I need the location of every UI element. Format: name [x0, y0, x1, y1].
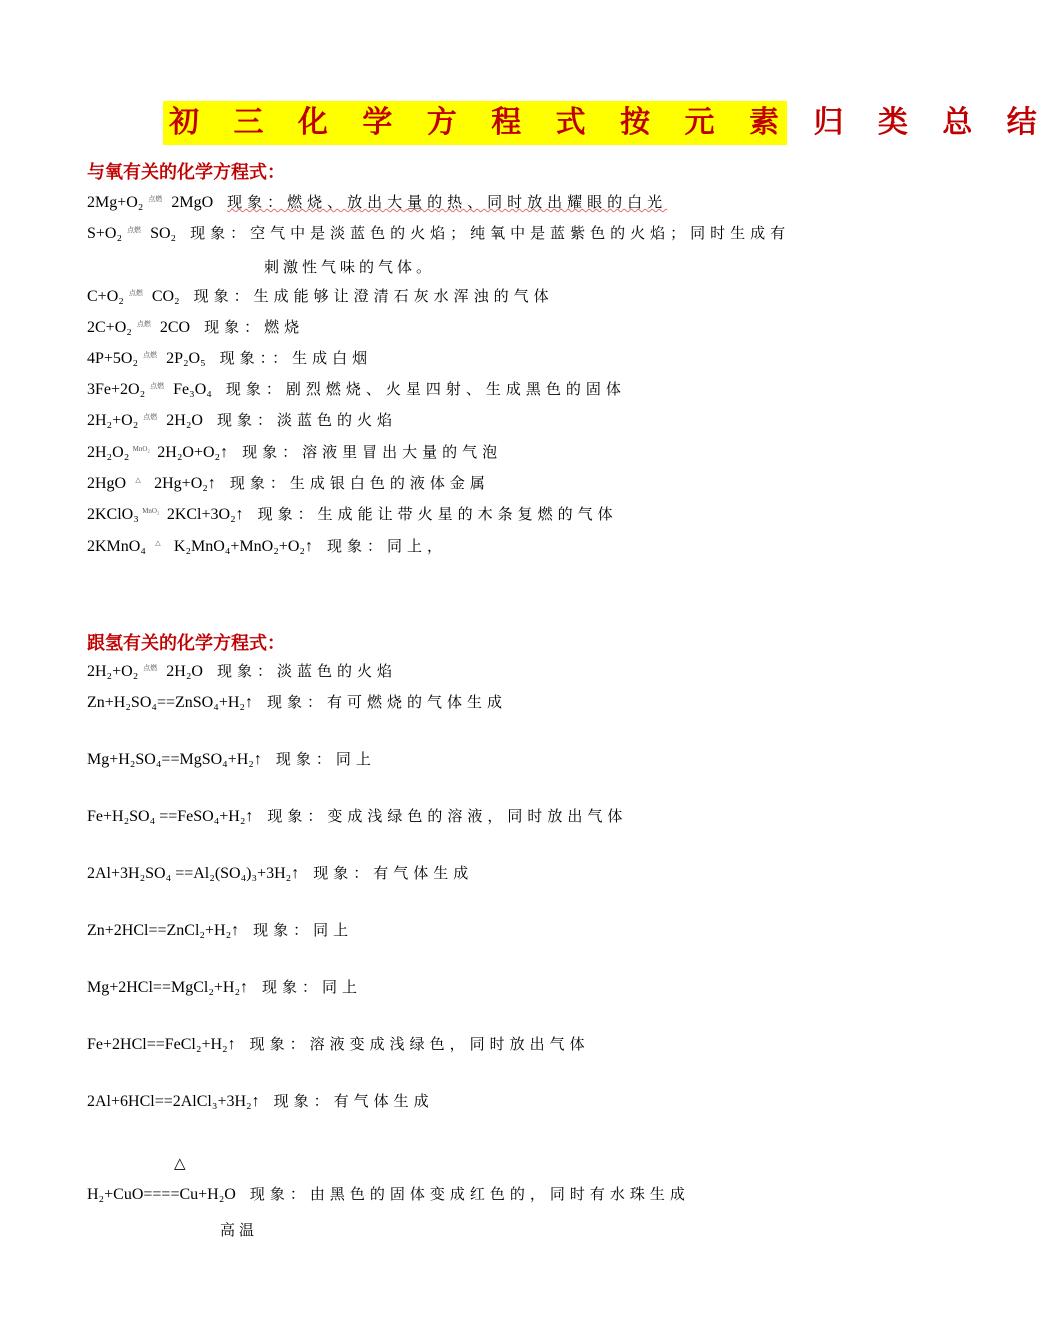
section-heading-oxygen: 与氧有关的化学方程式： — [87, 162, 285, 183]
phenomenon: 现象：溶液变成浅绿色，同时放出气体 — [249, 1035, 590, 1053]
reactants: 4P+5O₂ — [87, 350, 139, 367]
equation-row — [87, 919, 353, 942]
reactants: 3Fe+2O₂ — [87, 381, 146, 398]
products: 2CO — [159, 319, 191, 336]
equation-row — [87, 691, 507, 714]
equation-row — [87, 1090, 434, 1113]
phenomenon: 现象：生成能让带火星的木条复燃的气体 — [257, 505, 618, 523]
products: SO₂ — [150, 225, 177, 242]
products: 2P₂O₅ — [166, 350, 206, 367]
equation-row — [87, 378, 626, 401]
condition: 点燃 — [136, 320, 151, 328]
condition: MnO₂ — [132, 445, 150, 453]
products: 2KCl+3O₂↑ — [166, 506, 244, 523]
condition: △ — [155, 539, 161, 547]
equation-row — [87, 976, 362, 999]
equation-row — [87, 191, 667, 214]
condition: 点燃 — [150, 382, 165, 390]
products: K₂MnO₄+MnO₂+O₂↑ — [173, 538, 313, 555]
products: 2Hg+O₂↑ — [154, 475, 216, 492]
page-title: 初 三 化 学 方 程 式 按 元 素 归 类 总 结 — [163, 101, 787, 145]
section-heading-hydrogen: 跟氢有关的化学方程式： — [87, 633, 285, 654]
phenomenon: 现象：同上 — [253, 921, 354, 939]
equation-row — [87, 409, 397, 432]
reactants: C+O₂ — [87, 288, 124, 305]
reactants: 2KClO₃ — [87, 506, 139, 523]
equation-row — [87, 1033, 590, 1056]
phenomenon: 现象：同上 — [275, 750, 376, 768]
phenomenon: 现象：同上 — [262, 978, 363, 996]
condition: △ — [135, 476, 141, 484]
equation: Zn+2HCl==ZnCl₂+H₂↑ — [87, 922, 240, 939]
reactants: 2H₂+O₂ — [87, 663, 139, 680]
equation: H₂+CuO====Cu+H₂O — [87, 1186, 236, 1203]
condition: 点燃 — [143, 664, 158, 672]
condition-above: △ — [174, 1154, 190, 1172]
reactants: S+O₂ — [87, 225, 123, 242]
reactants: 2H₂+O₂ — [87, 412, 139, 429]
phenomenon: 现象：有气体生成 — [313, 864, 474, 882]
products: CO₂ — [151, 288, 180, 305]
equation-row — [87, 748, 376, 771]
equation-row — [87, 862, 473, 885]
phenomenon-continued: 刺激性气味的气体。 — [264, 258, 436, 276]
products: 2H₂O — [166, 412, 203, 429]
reactants: 2C+O₂ — [87, 319, 132, 336]
reactants: 2HgO — [87, 475, 127, 492]
products: 2H₂O — [166, 663, 203, 680]
equation: Mg+H₂SO₄==MgSO₄+H₂↑ — [87, 751, 262, 768]
products: Fe₃O₄ — [173, 381, 212, 398]
equation-row — [87, 660, 397, 683]
phenomenon: 现象：生成能够让澄清石灰水浑浊的气体 — [193, 287, 554, 305]
products: 2H₂O+O₂↑ — [157, 444, 229, 461]
phenomenon: 现象：燃烧 — [204, 318, 305, 336]
equation: Mg+2HCl==MgCl₂+H₂↑ — [87, 979, 249, 996]
equation-row — [87, 347, 372, 370]
equation-row — [87, 503, 618, 526]
phenomenon: 现象：淡蓝色的火焰 — [216, 662, 397, 680]
phenomenon: 现象：有可燃烧的气体生成 — [266, 693, 507, 711]
equation-row — [87, 316, 304, 339]
phenomenon: 现象：有气体生成 — [273, 1092, 434, 1110]
equation-row — [87, 1183, 690, 1206]
equation: 2Al+6HCl==2AlCl₃+3H₂↑ — [87, 1093, 260, 1110]
condition-below: 高温 — [220, 1221, 259, 1239]
equation-row — [87, 285, 554, 308]
condition: 点燃 — [128, 289, 143, 297]
equation: Fe+H₂SO₄ ==FeSO₄+H₂↑ — [87, 808, 254, 825]
equation-row — [87, 222, 790, 245]
reactants: 2Mg+O₂ — [87, 194, 144, 211]
phenomenon: 现象：同上， — [326, 537, 447, 555]
products: 2MgO — [171, 194, 214, 211]
phenomenon: 现象：生成银白色的液体金属 — [229, 474, 490, 492]
condition: 点燃 — [143, 351, 158, 359]
phenomenon: 现象：空气中是淡蓝色的火焰；纯氧中是蓝紫色的火焰；同时生成有 — [190, 224, 791, 242]
phenomenon: 现象：溶液里冒出大量的气泡 — [242, 443, 503, 461]
phenomenon: 现象：淡蓝色的火焰 — [216, 411, 397, 429]
condition: 点燃 — [143, 413, 158, 421]
equation: Zn+H₂SO₄==ZnSO₄+H₂↑ — [87, 694, 253, 711]
phenomenon: 现象：：生成白烟 — [219, 349, 373, 367]
condition: MnO₂ — [142, 507, 160, 515]
phenomenon: 现象：燃烧、放出大量的热、同时放出耀眼的白光 — [227, 193, 668, 211]
phenomenon: 现象：变成浅绿色的溶液，同时放出气体 — [267, 807, 628, 825]
equation: 2Al+3H₂SO₄ ==Al₂(SO₄)₃+3H₂↑ — [87, 865, 300, 882]
phenomenon: 现象：剧烈燃烧、火星四射、生成黑色的固体 — [225, 380, 626, 398]
condition: 点燃 — [127, 226, 142, 234]
condition: 点燃 — [148, 195, 163, 203]
reactants: 2H₂O₂ — [87, 444, 130, 461]
equation: Fe+2HCl==FeCl₂+H₂↑ — [87, 1036, 236, 1053]
equation-row — [87, 472, 490, 495]
phenomenon: 现象：由黑色的固体变成红色的，同时有水珠生成 — [249, 1185, 690, 1203]
equation-row — [87, 441, 502, 464]
equation-row — [87, 535, 447, 558]
reactants: 2KMnO₄ — [87, 538, 146, 555]
equation-row — [87, 805, 627, 828]
